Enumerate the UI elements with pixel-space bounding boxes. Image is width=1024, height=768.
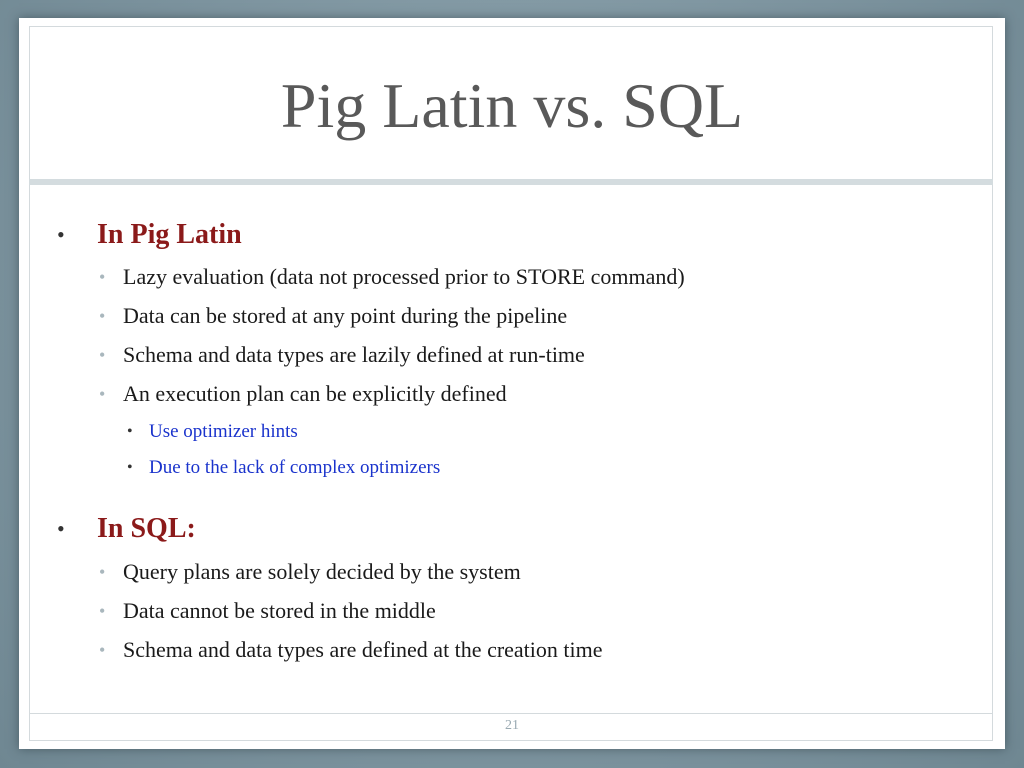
bullet-icon: • [99, 562, 106, 582]
slide-content [19, 18, 1005, 749]
list-item-text: Data can be stored at any point during the pipeline [123, 303, 568, 328]
slide [19, 18, 1005, 749]
slide-title: Pig Latin vs. SQL [280, 70, 744, 141]
bullet-icon: • [57, 222, 65, 247]
list-item-text: Schema and data types are lazily defined at run-time [123, 342, 585, 367]
page-number: 21 [505, 718, 519, 733]
sub-list-item-text: Use optimizer hints [149, 421, 298, 442]
list-item-text: Schema and data types are defined at the creation time [123, 637, 603, 662]
bullet-icon: • [99, 601, 106, 621]
bullet-icon: • [99, 267, 106, 287]
list-item-text: An execution plan can be explicitly defined [123, 381, 507, 406]
sub-list-item-text: Due to the lack of complex optimizers [149, 457, 441, 478]
list-item-text: Query plans are solely decided by the system [123, 559, 521, 584]
footer-divider [29, 713, 993, 714]
bullet-icon: • [57, 516, 65, 541]
section-heading-text: In Pig Latin [97, 219, 242, 250]
bullet-icon: • [99, 306, 106, 326]
bullet-icon: • [99, 640, 106, 660]
bullet-icon: • [99, 384, 106, 404]
bullet-icon: • [127, 423, 133, 440]
list-item-text: Data cannot be stored in the middle [123, 598, 436, 623]
bullet-icon: • [127, 459, 133, 476]
bullet-icon: • [99, 345, 106, 365]
section-heading-text: In SQL: [97, 513, 196, 544]
list-item-text: Lazy evaluation (data not processed prior to STORE command) [123, 264, 685, 289]
